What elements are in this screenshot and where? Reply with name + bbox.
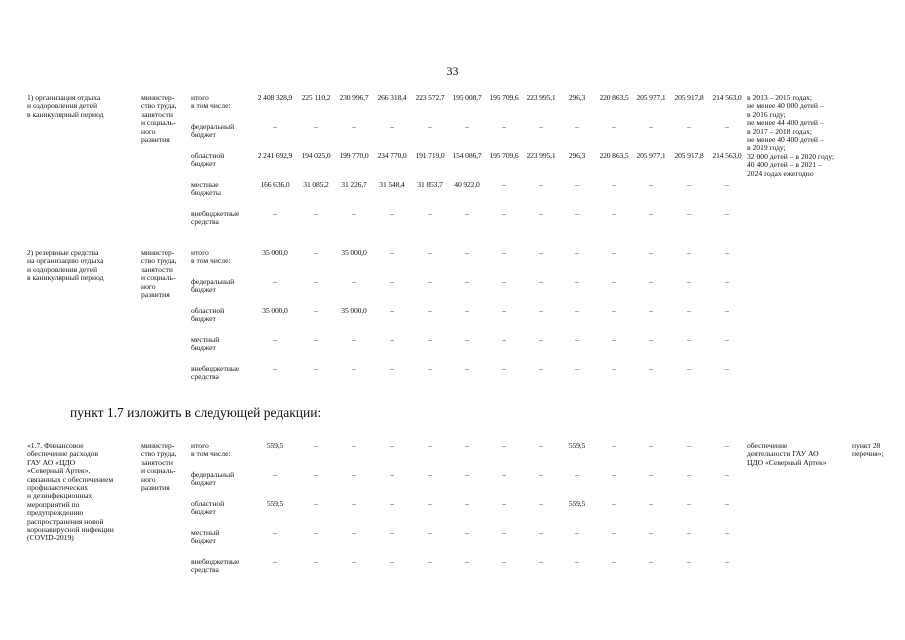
section1-cell: 230 996,7 (339, 93, 369, 102)
section3-cell: – (725, 470, 729, 479)
section3-cell: – (314, 441, 318, 450)
section3-title: (COVID-2019) (27, 533, 74, 543)
section1-cell: – (502, 209, 506, 218)
section2-row-label: федеральный (191, 277, 235, 286)
section1-cell: 195 709,6 (489, 151, 519, 160)
section3-note: перечня»; (852, 449, 884, 459)
section1-cell: 166 636,0 (260, 180, 290, 189)
section1-result: не менее 40 000 детей – (747, 101, 824, 111)
section2-cell: – (428, 364, 432, 373)
section2-cell: 35 000,0 (262, 306, 288, 315)
section1-cell: 154 086,7 (452, 151, 482, 160)
section3-cell: – (314, 557, 318, 566)
section3-cell: – (502, 528, 506, 537)
section3-cell: – (539, 441, 543, 450)
section1-cell: 220 863,5 (599, 151, 629, 160)
section3-cell: – (575, 557, 579, 566)
section3-cell: – (352, 528, 356, 537)
section1-title: и оздоровления детей (27, 101, 98, 111)
section2-cell: – (575, 306, 579, 315)
section3-cell: – (390, 441, 394, 450)
section1-cell: 40 922,0 (454, 180, 480, 189)
section3-row-label: местный (191, 528, 220, 537)
section2-cell: – (390, 335, 394, 344)
section1-cell: 195 008,7 (452, 93, 482, 102)
section-heading: пункт 1.7 изложить в следующей редакции: (70, 405, 322, 420)
section1-result: в 2013 – 2015 годах; (747, 93, 812, 102)
section3-cell: 559,5 (266, 441, 284, 450)
section1-cell: – (539, 209, 543, 218)
section3-cell: 559,5 (568, 499, 586, 508)
section2-row-label: в том числе: (191, 256, 231, 266)
section3-executor: занятости (141, 457, 173, 467)
section3-title: «Северный Артек», (27, 466, 91, 476)
section1-cell: 296,3 (568, 93, 586, 102)
section2-cell: – (314, 248, 318, 257)
section2-cell: 35 000,0 (262, 248, 288, 257)
section1-cell: 220 863,5 (599, 93, 629, 102)
section2-cell: – (273, 335, 277, 344)
section3-cell: – (612, 528, 616, 537)
section2-cell: – (314, 306, 318, 315)
section2-cell: – (649, 248, 653, 257)
section1-row-label: средства (191, 217, 219, 227)
section1-cell: 31 085,2 (303, 180, 329, 189)
section2-cell: – (465, 248, 469, 257)
section3-cell: – (649, 441, 653, 450)
section2-cell: – (352, 277, 356, 286)
section1-title: в каникулярный период (27, 109, 104, 119)
section1-cell: – (465, 209, 469, 218)
section3-row-label: в том числе: (191, 449, 231, 459)
section3-cell: – (649, 557, 653, 566)
section3-row-label: бюджет (191, 507, 216, 517)
section2-cell: – (649, 364, 653, 373)
section1-cell: – (612, 180, 616, 189)
section1-result: не менее 40 400 детей – (747, 135, 824, 144)
section3-cell: – (428, 528, 432, 537)
section3-cell: – (725, 557, 729, 566)
section2-cell: – (502, 306, 506, 315)
section2-row-label: внебюджетные (191, 364, 240, 373)
section1-cell: – (649, 122, 653, 131)
section1-cell: – (539, 122, 543, 131)
section2-cell: – (687, 248, 691, 257)
section2-cell: – (539, 364, 543, 373)
section2-executor: и социаль- (141, 273, 176, 283)
section1-cell: 199 770,0 (339, 151, 369, 160)
section3-cell: – (687, 470, 691, 479)
section2-cell: – (612, 306, 616, 315)
section3-row-label: бюджет (191, 478, 216, 488)
section3-title: «1.7. Финансовое (27, 441, 84, 450)
section2-cell: – (502, 364, 506, 373)
section3-cell: – (502, 441, 506, 450)
section3-executor: министер- (141, 441, 175, 450)
section2-cell: – (273, 277, 277, 286)
section1-cell: – (273, 122, 277, 131)
section1-row-label: бюджет (191, 159, 216, 169)
section2-cell: 35 000,0 (341, 306, 367, 315)
section1-result: 40 400 детей – в 2021 – (747, 160, 822, 170)
section1-cell: 296,3 (568, 151, 586, 160)
section3-executor: развития (141, 483, 170, 492)
section2-row-label: бюджет (191, 343, 216, 353)
section3-cell: – (352, 557, 356, 566)
section3-executor: и социаль- (141, 466, 176, 476)
section1-row-label: внебюджетные (191, 209, 240, 218)
section1-cell: – (687, 122, 691, 131)
section2-cell: – (390, 306, 394, 315)
section2-cell: – (649, 277, 653, 286)
section1-cell: 195 709,6 (489, 93, 519, 102)
section1-cell: 223 995,1 (526, 151, 556, 160)
section3-cell: – (502, 499, 506, 508)
section2-cell: – (390, 248, 394, 257)
section2-executor: занятости (141, 264, 173, 274)
section2-cell: – (575, 248, 579, 257)
section3-cell: – (649, 499, 653, 508)
section2-cell: – (612, 335, 616, 344)
section1-row-label: местные (191, 180, 219, 189)
section1-result: в 2019 году; (747, 143, 786, 153)
section2-cell: – (428, 277, 432, 286)
section1-cell: – (314, 209, 318, 218)
section1-cell: – (502, 180, 506, 189)
section2-executor: ного (141, 281, 156, 291)
section2-cell: 35 000,0 (341, 248, 367, 257)
section2-cell: – (687, 306, 691, 315)
section2-cell: – (725, 335, 729, 344)
section1-cell: 205 977,1 (636, 93, 666, 102)
section3-cell: – (725, 528, 729, 537)
section2-cell: – (465, 335, 469, 344)
section2-cell: – (575, 364, 579, 373)
section1-cell: 225 110,2 (301, 93, 331, 102)
section2-cell: – (465, 277, 469, 286)
section3-row-label: итого (191, 441, 209, 450)
section2-cell: – (390, 364, 394, 373)
section3-cell: – (687, 441, 691, 450)
section2-cell: – (465, 364, 469, 373)
section2-row-label: областной (191, 306, 225, 315)
section3-cell: – (539, 499, 543, 508)
section1-cell: – (725, 122, 729, 131)
section3-title: профилактических (27, 483, 89, 492)
section1-cell: – (687, 209, 691, 218)
section1-result: в 2016 году; (747, 109, 786, 119)
section3-cell: – (575, 528, 579, 537)
section1-cell: – (314, 122, 318, 131)
section1-cell: 191 719,0 (415, 151, 445, 160)
section2-cell: – (687, 364, 691, 373)
section1-cell: 205 917,8 (674, 151, 704, 160)
section1-cell: 2 241 692,9 (257, 151, 293, 160)
section2-cell: – (502, 248, 506, 257)
section1-cell: 31 548,4 (379, 180, 405, 189)
section1-executor: и социаль- (141, 118, 176, 128)
section2-row-label: бюджет (191, 314, 216, 324)
section3-title: распространения новой (27, 516, 104, 526)
section2-cell: – (725, 306, 729, 315)
section1-executor: ство труда, (141, 101, 177, 111)
section2-cell: – (687, 277, 691, 286)
section1-cell: – (428, 209, 432, 218)
section3-title: связанных с обеспечением (27, 474, 114, 484)
section2-cell: – (612, 248, 616, 257)
section2-cell: – (649, 335, 653, 344)
section3-cell: – (502, 470, 506, 479)
section3-cell: – (428, 499, 432, 508)
section3-note: пункт 28 (852, 441, 881, 450)
section2-cell: – (539, 306, 543, 315)
section3-cell: – (725, 499, 729, 508)
section3-cell: – (465, 528, 469, 537)
page-number: 33 (446, 64, 459, 78)
section3-cell: – (612, 499, 616, 508)
section1-cell: – (687, 180, 691, 189)
section1-result: 32 000 детей – в 2020 году; (747, 151, 835, 161)
section3-cell: – (612, 557, 616, 566)
section3-cell: – (390, 557, 394, 566)
section2-cell: – (352, 335, 356, 344)
section1-cell: – (273, 209, 277, 218)
section3-cell: – (273, 557, 277, 566)
section2-title: и оздоровления детей (27, 264, 98, 274)
section1-result: в 2017 – 2018 годах; (747, 126, 812, 136)
section1-cell: – (649, 209, 653, 218)
section3-cell: 559,5 (266, 499, 284, 508)
section1-cell: 223 995,1 (526, 93, 556, 102)
section1-cell: – (649, 180, 653, 189)
section3-cell: – (390, 470, 394, 479)
section3-cell: – (649, 528, 653, 537)
section1-row-label: бюджеты (191, 188, 221, 198)
section3-cell: – (273, 470, 277, 479)
section1-executor: развития (141, 135, 170, 144)
section1-cell: – (390, 209, 394, 218)
section3-cell: – (352, 441, 356, 450)
section2-cell: – (539, 277, 543, 286)
section3-cell: – (539, 470, 543, 479)
section2-cell: – (428, 248, 432, 257)
section1-cell: – (575, 180, 579, 189)
section3-cell: – (352, 470, 356, 479)
section2-title: в каникулярный период (27, 273, 104, 283)
section1-cell: – (390, 122, 394, 131)
section1-cell: – (465, 122, 469, 131)
section2-executor: ство труда, (141, 256, 177, 266)
section3-cell: – (575, 470, 579, 479)
section1-cell: – (352, 122, 356, 131)
section1-cell: 214 563,0 (712, 93, 742, 102)
section2-executor: министер- (141, 248, 175, 257)
section1-executor: занятости (141, 109, 173, 119)
section3-cell: – (314, 499, 318, 508)
section1-row-label: областной (191, 151, 225, 160)
section2-cell: – (502, 277, 506, 286)
section3-cell: – (725, 441, 729, 450)
section3-cell: – (539, 557, 543, 566)
section3-cell: – (465, 470, 469, 479)
section1-cell: – (352, 209, 356, 218)
section3-cell: – (465, 557, 469, 566)
section3-title: и дезинфекционных (27, 491, 93, 501)
section2-cell: – (575, 335, 579, 344)
section3-cell: – (612, 470, 616, 479)
section3-title: мероприятий по (27, 499, 80, 509)
section1-cell: – (725, 209, 729, 218)
section2-cell: – (612, 277, 616, 286)
section3-title: коронавирусной инфекции (27, 525, 114, 534)
section1-cell: – (725, 180, 729, 189)
section3-result: обеспечение (747, 441, 788, 450)
section2-cell: – (428, 306, 432, 315)
section3-cell: – (428, 441, 432, 450)
section1-cell: 214 563,0 (712, 151, 742, 160)
section2-cell: – (539, 248, 543, 257)
section1-row-label: в том числе: (191, 101, 231, 111)
section1-cell: – (575, 209, 579, 218)
section3-result: деятельности ГАУ АО (747, 449, 819, 459)
section3-row-label: внебюджетные (191, 557, 240, 566)
section3-cell: – (687, 528, 691, 537)
section1-cell: 205 917,8 (674, 93, 704, 102)
section2-row-label: средства (191, 372, 219, 382)
section2-cell: – (725, 364, 729, 373)
section3-cell: – (390, 499, 394, 508)
section1-title: 1) организация отдыха (27, 93, 101, 102)
section3-title: ГАУ АО «ЦДО (27, 457, 76, 467)
section3-cell: – (390, 528, 394, 537)
section3-cell: – (612, 441, 616, 450)
section3-cell: – (687, 557, 691, 566)
section3-result: ЦДО «Северный Артек» (747, 457, 827, 467)
section2-cell: – (502, 335, 506, 344)
section1-cell: 31 226,7 (341, 180, 367, 189)
section2-title: 2) резервные средства (27, 248, 99, 257)
section3-cell: – (539, 528, 543, 537)
section3-cell: 559,5 (568, 441, 586, 450)
section2-cell: – (314, 364, 318, 373)
section1-cell: – (428, 122, 432, 131)
section2-cell: – (465, 306, 469, 315)
section3-cell: – (649, 470, 653, 479)
section1-result: 2024 годах ежегодно (747, 168, 814, 178)
section1-row-label: бюджет (191, 130, 216, 140)
section1-cell: 205 977,1 (636, 151, 666, 160)
section3-cell: – (428, 557, 432, 566)
section3-row-label: средства (191, 565, 219, 575)
section2-executor: развития (141, 290, 170, 299)
section1-result: не менее 44 400 детей – (747, 118, 824, 128)
section2-cell: – (612, 364, 616, 373)
section3-cell: – (428, 470, 432, 479)
section1-cell: 31 853,7 (417, 180, 443, 189)
section2-cell: – (390, 277, 394, 286)
section2-cell: – (539, 335, 543, 344)
section3-cell: – (502, 557, 506, 566)
section2-cell: – (575, 277, 579, 286)
section1-cell: – (539, 180, 543, 189)
section2-title: на организацию отдыха (27, 256, 104, 266)
section1-cell: – (575, 122, 579, 131)
section3-title: обеспечение расходов (27, 449, 99, 459)
section3-cell: – (465, 499, 469, 508)
section3-row-label: бюджет (191, 536, 216, 546)
section2-cell: – (314, 335, 318, 344)
section1-cell: 2 408 328,9 (257, 93, 293, 102)
section2-cell: – (273, 364, 277, 373)
section3-cell: – (273, 528, 277, 537)
section3-executor: ство труда, (141, 449, 177, 459)
section1-row-label: итого (191, 93, 209, 102)
section2-row-label: итого (191, 248, 209, 257)
section2-cell: – (352, 364, 356, 373)
section2-cell: – (428, 335, 432, 344)
section2-cell: – (725, 248, 729, 257)
section3-title: предупреждению (27, 508, 84, 518)
section1-executor: ного (141, 126, 156, 136)
section3-cell: – (314, 528, 318, 537)
section1-cell: 194 025,0 (301, 151, 331, 160)
section2-cell: – (725, 277, 729, 286)
section3-row-label: федеральный (191, 470, 235, 479)
section3-cell: – (465, 441, 469, 450)
section2-cell: – (649, 306, 653, 315)
section1-cell: – (612, 209, 616, 218)
section3-cell: – (687, 499, 691, 508)
section1-cell: – (612, 122, 616, 131)
section1-executor: министер- (141, 93, 175, 102)
section1-cell: 223 572,7 (415, 93, 445, 102)
section3-cell: – (352, 499, 356, 508)
section2-row-label: бюджет (191, 285, 216, 295)
section3-cell: – (314, 470, 318, 479)
section3-executor: ного (141, 474, 156, 484)
section3-row-label: областной (191, 499, 225, 508)
section1-cell: – (502, 122, 506, 131)
section1-cell: 234 770,0 (377, 151, 407, 160)
section2-row-label: местный (191, 335, 220, 344)
section2-cell: – (687, 335, 691, 344)
section1-cell: 266 318,4 (377, 93, 407, 102)
section1-row-label: федеральный (191, 122, 235, 131)
section2-cell: – (314, 277, 318, 286)
